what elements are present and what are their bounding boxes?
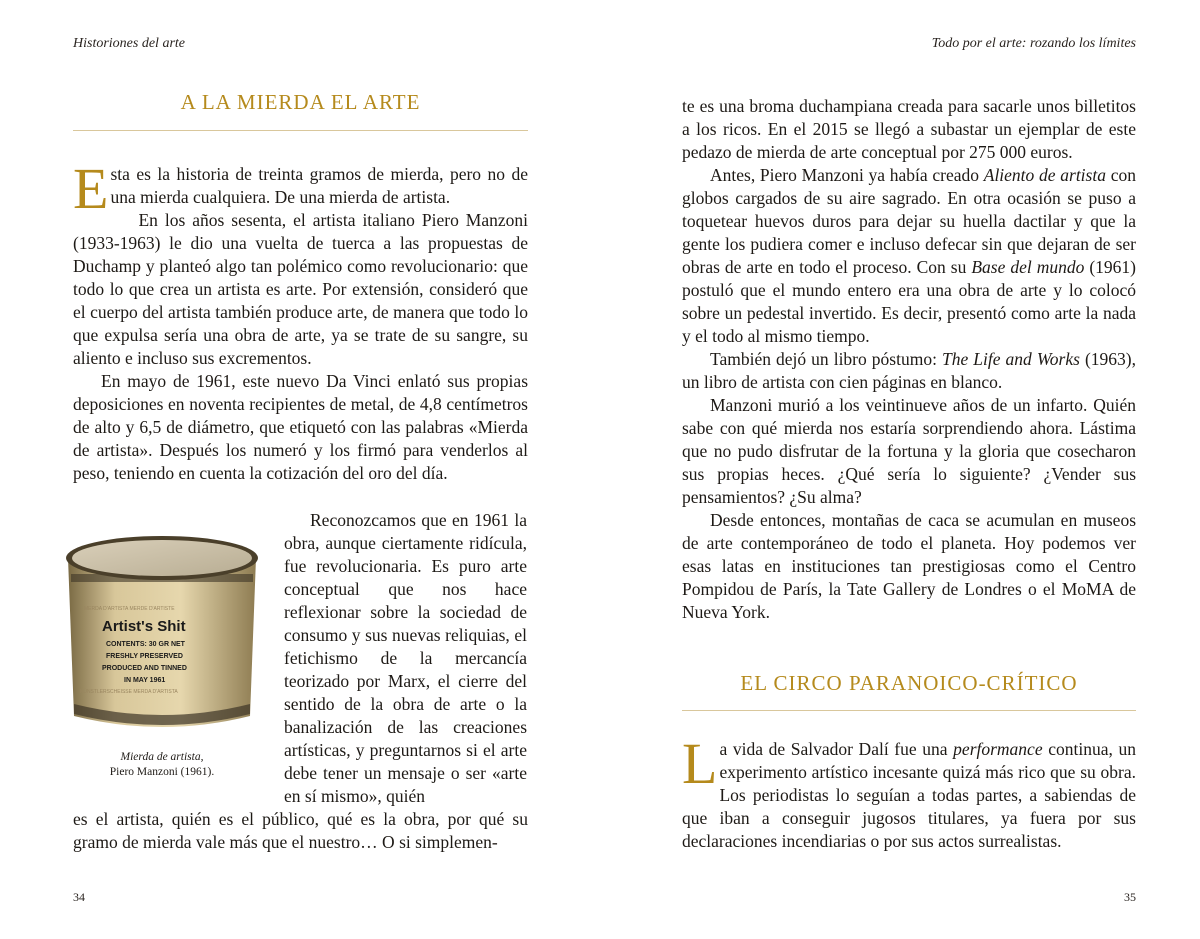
section-title-dali: EL CIRCO PARANOICO-CRÍTICO [740, 671, 1078, 695]
svg-text:PRODUCED AND TINNED: PRODUCED AND TINNED [102, 665, 187, 672]
section-title-manzoni: A LA MIERDA EL ARTE [180, 90, 421, 114]
paragraph-continued: te es una broma duchampiana creada para sacarle unos billetitos a los ricos. En el 2015 se llegó a subastar un ejemplar de este pedazo de mierda de arte conceptual por 275 000 euros. [682, 96, 1136, 162]
running-head-left: Historiones del arte [73, 36, 185, 51]
paragraph: Reconozcamos que en 1961 la obra, aunque ciertamente ridícula, fue revolucionaria. Es puro arte conceptual que nos hace reflexionar sobre la sociedad de consumo y sus nuevas reliquias, el fetichismo de la mercancía teorizado por Marx, el cierre del sentido de la obra de arte o la banalización de las creaciones artísticas, y preguntarnos si el arte debe tener un mensaje o ser «arte en sí mismo», quién [284, 510, 527, 806]
drop-cap: L [682, 731, 718, 796]
paragraph: También dejó un libro póstumo: The Life and Works (1963), un libro de artista con cien páginas en blanco. [682, 349, 1136, 392]
svg-text:FRESHLY PRESERVED: FRESHLY PRESERVED [106, 653, 183, 660]
caption-title: Mierda de artista, [120, 751, 204, 763]
paragraph: Antes, Piero Manzoni ya había creado Aliento de artista con globos cargados de su aire sagrado. En otra ocasión se puso a toquetear huevos duros para dejar su huella dactilar y que la gente los pudiera comer e incluso defecar sin que dejaran de ser obras de arte en todo el proceso. Con su Base del mundo (1961) postuló que el mundo entero era una obra de arte y lo colocó sobre un pedestal invertido. Es decir, presentó como arte la nada y el todo al mismo tiempo. [682, 165, 1137, 346]
svg-text:MERDA D'ARTISTA MERDE D'ARTIST: MERDA D'ARTISTA MERDE D'ARTISTE [84, 606, 175, 612]
page-number-right: 35 [1124, 890, 1136, 904]
artists-shit-can-image [62, 528, 262, 740]
paragraph: En los años sesenta, el artista italiano Piero Manzoni (1933-1963) le dio una vuelta de tuerca a las propuestas de Duchamp y planteó algo tan polémico como revolucionario: que todo lo que crea un artista es arte. Por extensión, consideró que el cuerpo del artista también produce arte, de manera que todo lo que expulsa sería una obra de arte, ya se trate de su sangre, su aliento e incluso sus excrementos. [73, 210, 528, 368]
page-number-left: 34 [73, 890, 85, 904]
right-page [600, 0, 1200, 939]
body-text-dali [682, 731, 1136, 853]
svg-text:IN MAY 1961: IN MAY 1961 [124, 677, 166, 684]
body-text-left [73, 156, 528, 485]
paragraph: Manzoni murió a los veintinueve años de un infarto. Quién sabe con qué mierda nos estaría sorprendiendo ahora. Lástima que no pudo disfrutar de la fortuna y la gloria que cosecharon sus propias heces. ¿Qué sería lo siguiente? ¿Vender sus pensamientos? ¿Su alma? [682, 395, 1136, 507]
svg-text:KÜNSTLERSCHEISSE MERDA D'ARTIS: KÜNSTLERSCHEISSE MERDA D'ARTISTA [80, 689, 178, 695]
paragraph: La vida de Salvador Dalí fue una performance continua, un experimento artístico incesante quizá más rico que su obra. Los periodistas lo seguían a todas partes, a sabiendas de que iban a conseguir jugosos titulares, ya fuera por sus declaraciones incendiarias o por sus actos surrealistas. [682, 731, 1136, 851]
caption-credit: Piero Manzoni (1961). [109, 766, 215, 778]
paragraph: Desde entonces, montañas de caca se acumulan en museos de arte contemporáneo de todo el planeta. Hoy podemos ver esas latas en instituciones tan prestigiosas como el Centro Pompidou de París, la Tate Gallery de Londres o el MoMA de Nueva York. [682, 510, 1136, 622]
paragraph: Esta es la historia de treinta gramos de mierda, pero no de una mierda cualquiera. De una mierda de artista. [73, 156, 528, 221]
paragraph: En mayo de 1961, este nuevo Da Vinci enlató sus propias deposiciones en noventa recipientes de metal, de 4,8 centímetros de alto y 6,5 de diámetro, que etiquetó con las palabras «Mierda de artista». Después los numeró y los firmó para venderlos al peso, teniendo en cuenta la cotización del oro del día. [73, 371, 528, 483]
figure-caption [68, 750, 256, 780]
can-label-title: Artist's Shit [102, 618, 186, 635]
body-text-left-bottom [73, 808, 528, 854]
drop-cap: E [73, 156, 109, 221]
paragraph-continued: es el artista, quién es el público, qué es la obra, por qué su gramo de mierda vale más que el nuestro… O si simplemen- [73, 809, 528, 852]
svg-text:CONTENTS: 30 GR NET: CONTENTS: 30 GR NET [106, 641, 185, 648]
running-head-right: Todo por el arte: rozando los límites [931, 36, 1136, 51]
title-rule [682, 710, 1136, 711]
title-rule [73, 130, 528, 131]
wrapped-column-text [284, 509, 527, 808]
body-text-right [682, 95, 1136, 624]
